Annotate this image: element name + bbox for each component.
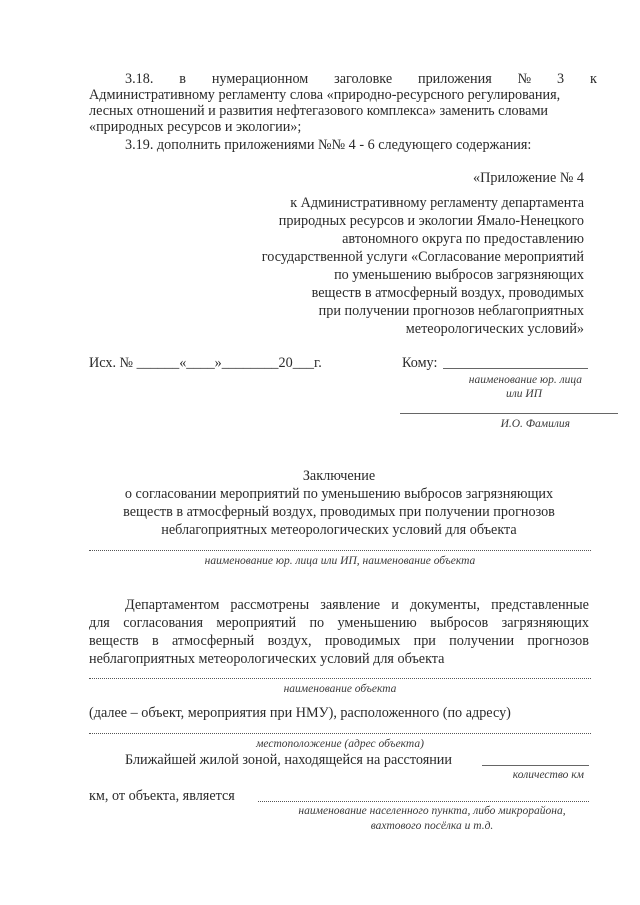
object-name-line [89,550,591,551]
appendix-line: при получении прогнозов неблагоприятных [318,303,584,319]
word: и [391,597,399,613]
appendix-line: природных ресурсов и экологии Ямало-Ненецкого [278,213,584,229]
km-from-text: км, от объекта, является [89,788,235,804]
location-line [89,733,591,734]
p318-line3: лесных отношений и развития нефтегазового комплекса» заменить словами [89,103,549,119]
word: мероприятий [216,615,297,631]
object-name-caption: наименование юр. лица или ИП, наименование объекта [204,555,476,567]
appendix-line: к Административному регламенту департамента [290,195,584,211]
word: для [89,615,110,631]
location-caption: местоположение (адрес объекта) [256,738,424,750]
body-line2 [89,614,589,632]
word: воздух, [267,633,312,649]
p319: 3.19. дополнить приложениями №№ 4 - 6 следующего содержания: [125,137,532,153]
word: заголовке [334,71,393,87]
word: заявление [320,597,381,613]
appendix-title: «Приложение № 4 [473,170,584,186]
to-name-line [443,368,588,369]
conclusion-line: о согласовании мероприятий по уменьшению выбросов загрязняющих [124,486,554,502]
to-caption-3: И.О. Фамилия [500,418,570,430]
conclusion-line: неблагоприятных метеорологических условий для объекта [161,522,517,538]
p318-line2: Административному регламенту слова «природно-ресурсного регулирования, [89,87,561,103]
object-caption: наименование объекта [283,683,397,695]
word: получении [449,633,515,649]
word: рассмотрены [230,597,310,613]
word: по [309,615,325,631]
nearest-zone-text: Ближайшей жилой зоной, находящейся на расстоянии [125,752,452,768]
word: загрязняющих [501,615,589,631]
word: приложения [418,71,492,87]
hereinafter-text: (далее – объект, мероприятия при НМУ), расположенного (по адресу) [89,705,511,721]
to-caption-2: или ИП [506,388,542,400]
body-line1 [125,596,589,614]
word: веществ [89,633,139,649]
to-caption-1: наименование юр. лица [468,374,582,386]
word: в [151,633,159,649]
word: согласования [123,615,203,631]
settlement-caption-2: вахтового посёлка и т.д. [370,820,494,832]
word: уменьшению [337,615,417,631]
word: к [590,71,597,87]
distance-caption: количество км [512,769,584,781]
settlement-line [258,801,589,802]
appendix-line: автономного округа по предоставлению [342,231,584,247]
distance-line [482,765,589,766]
body-line3 [89,632,589,650]
word: документы, [409,597,480,613]
appendix-line: по уменьшению выбросов загрязняющих [334,267,584,283]
word: 3 [557,71,565,87]
word: 3.18. [125,71,154,87]
appendix-line: веществ в атмосферный воздух, проводимых [311,285,584,301]
conclusion-line: веществ в атмосферный воздух, проводимых при получении прогнозов [123,504,555,520]
appendix-line: государственной услуги «Согласование мероприятий [261,249,584,265]
object-line [89,678,591,679]
to-label: Кому: [402,355,438,371]
word: № [517,71,532,87]
word: представленные [491,597,589,613]
word: в [179,71,186,87]
word: проводимых [324,633,401,649]
word: атмосферный [171,633,255,649]
word: Департаментом [125,597,220,613]
word: нумерационном [211,71,309,87]
word: прогнозов [527,633,589,649]
word: при [413,633,436,649]
conclusion-title: Заключение [302,468,376,484]
outgoing-number: Исх. № ______«____»________20___г. [89,355,322,371]
to-signature-line [400,413,618,414]
p318-line4: «природных ресурсов и экологии»; [89,119,302,135]
body-line4: неблагоприятных метеорологических условий для объекта [89,651,445,667]
appendix-line: метеорологических условий» [405,321,584,337]
settlement-caption-1: наименование населенного пункта, либо микрорайона, [298,805,566,817]
word: выбросов [430,615,489,631]
